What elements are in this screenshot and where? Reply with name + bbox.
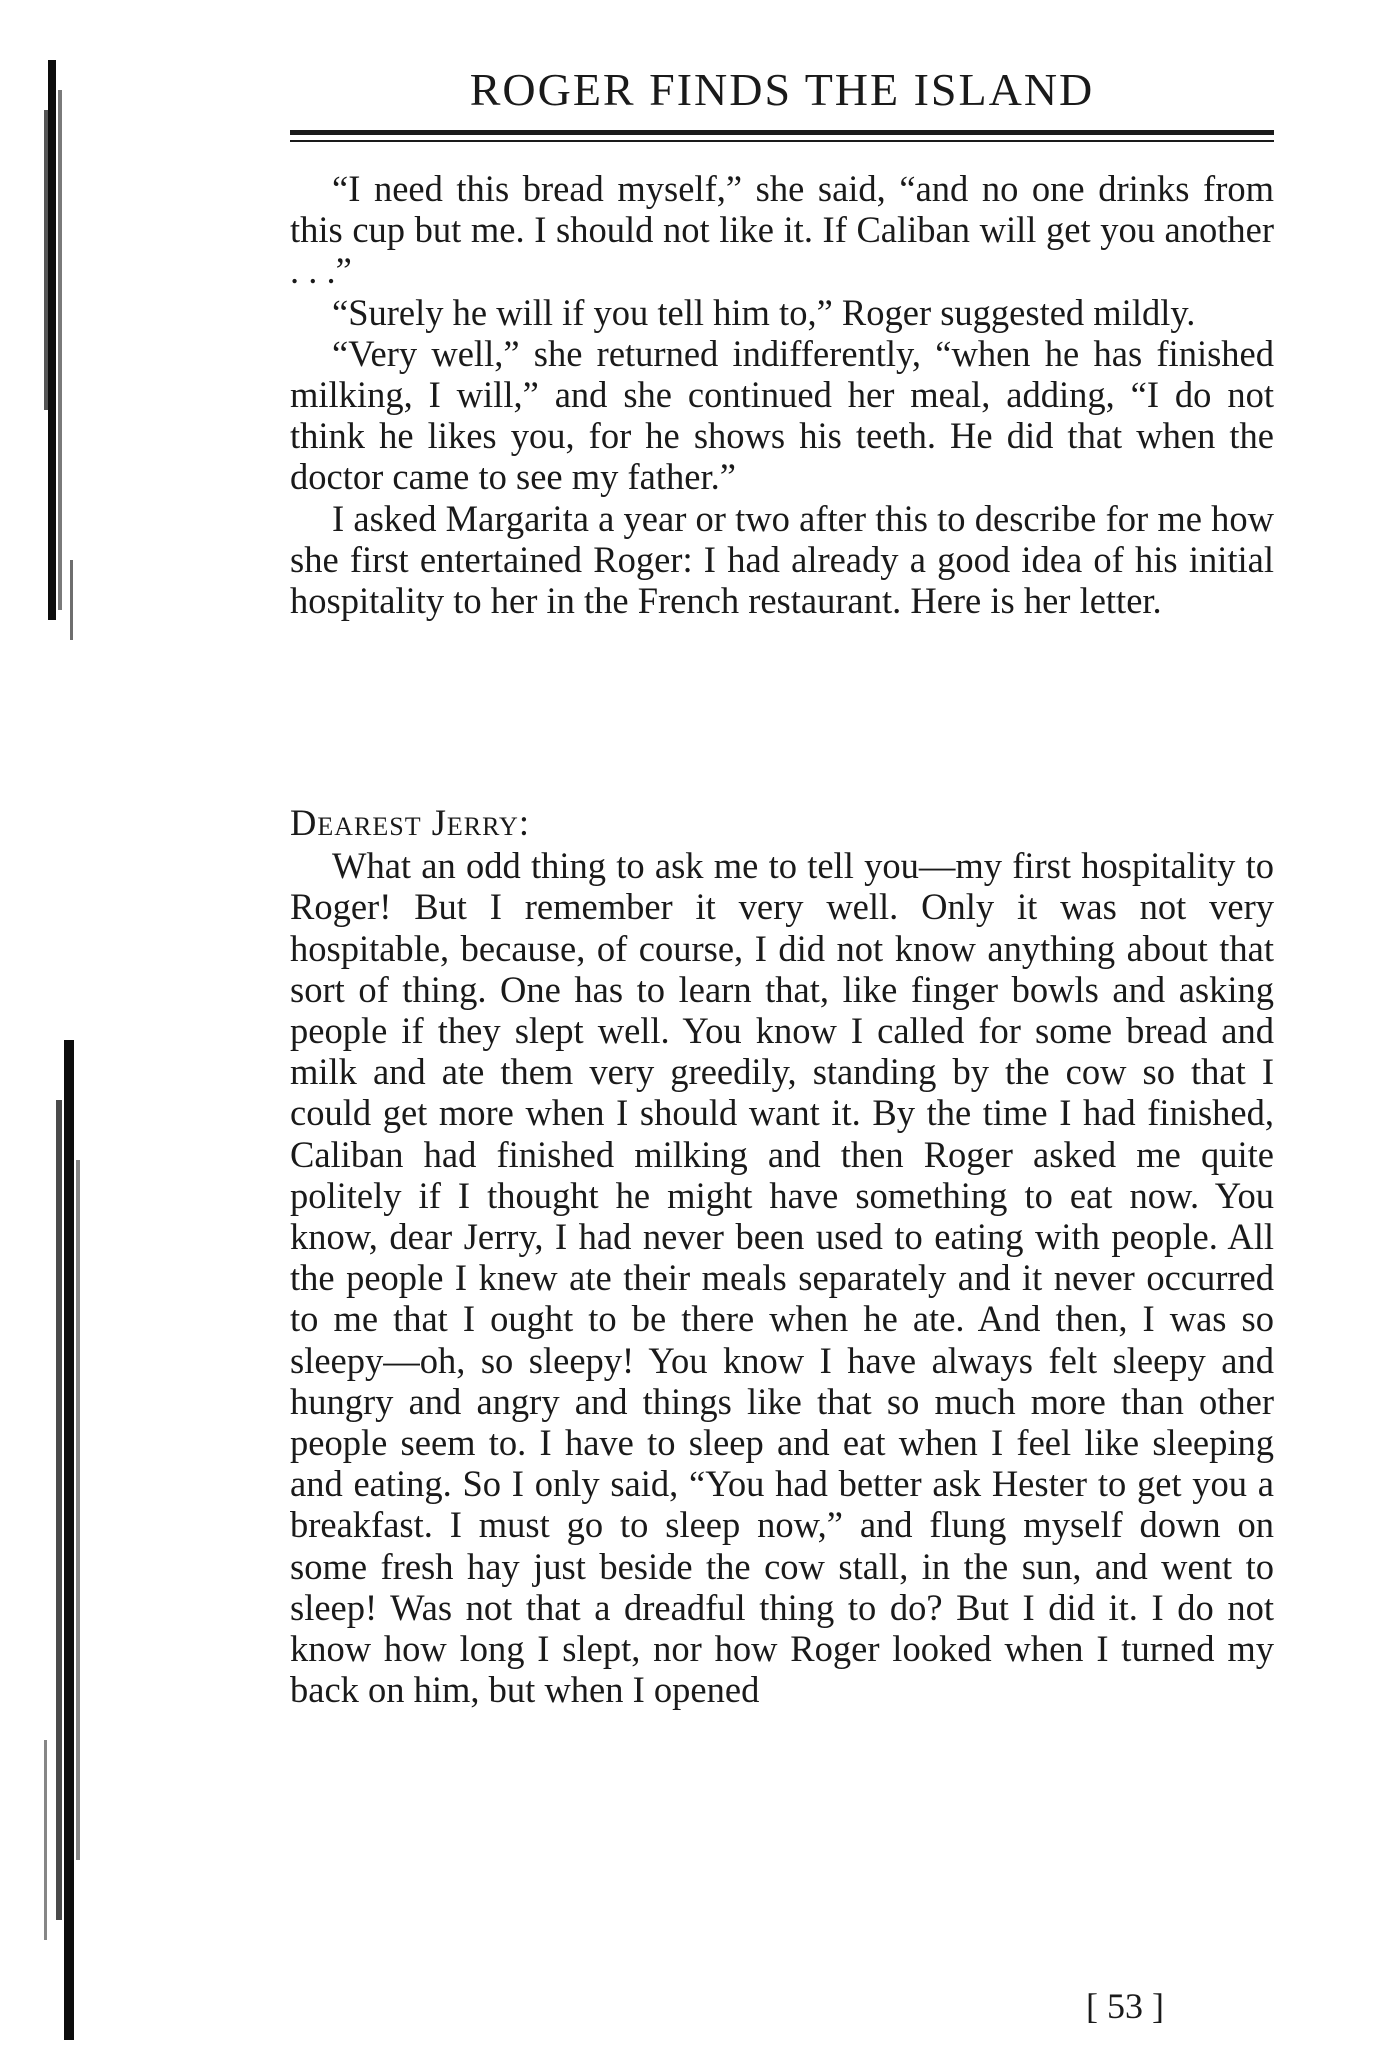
body-text <box>290 168 1274 621</box>
paragraph: “Surely he will if you tell him to,” Roger suggested mildly. <box>332 291 1196 333</box>
header-rule-thick <box>290 130 1274 135</box>
letter <box>290 802 1274 1710</box>
running-head: ROGER FINDS THE ISLAND <box>469 64 1095 115</box>
binding-shadow <box>44 1740 47 1940</box>
binding-shadow <box>64 1040 74 2040</box>
paragraph: “Very well,” she returned indifferently, “when he has finished milking, I will,” and she continued her meal, adding, “I do not think he likes you, for he shows his teeth. He did that when the doctor came to see my father.” <box>290 332 1274 498</box>
binding-shadow <box>56 1100 62 1920</box>
letter-salutation: Dearest Jerry: <box>290 802 530 843</box>
binding-shadow <box>70 560 73 640</box>
binding-shadow <box>48 60 56 620</box>
binding-shadow <box>58 90 62 610</box>
paragraph: I asked Margarita a year or two after this to describe for me how she first entertained Roger: I had already a good idea of his initial hospitality to her in the French restaurant. Here is her letter. <box>290 497 1274 622</box>
header-rule-thin <box>290 140 1274 142</box>
binding-shadow <box>76 1160 80 1860</box>
binding-shadow <box>44 110 49 410</box>
paragraph: “I need this bread myself,” she said, “and no one drinks from this cup but me. I should not like it. If Caliban will get you another . . .” <box>290 168 1274 292</box>
page-number: [ 53 ] <box>1086 1986 1164 2026</box>
letter-body: What an odd thing to ask me to tell you—my first hospitality to Roger! But I remember it very well. Only it was not very hospitable, because, of course, I did not know anything about that sort of thing. One has to learn that, like finger bowls and asking people if they slept well. You know I called for some bread and milk and ate them very greedily, standing by the cow so that I could get more when I should want it. By the time I had finished, Caliban had finished milking and then Roger asked me quite politely if I thought he might have something to eat now. You know, dear Jerry, I had never been used to eating with people. All the people I knew ate their meals separately and it never occurred to me that I ought to be there when he ate. And then, I was so sleepy—oh, so sleepy! You know I have always felt sleepy and hungry and angry and things like that so much more than other people seem to. I have to sleep and eat when I feel like sleeping and eating. So I only said, “You had better ask Hester to get you a breakfast. I must go to sleep now,” and flung myself down on some fresh hay just beside the cow stall, in the sun, and went to sleep! Was not that a dreadful thing to do? But I did it. I do not know how long I slept, nor how Roger looked when I turned my back on him, but when I opened <box>290 845 1274 1711</box>
